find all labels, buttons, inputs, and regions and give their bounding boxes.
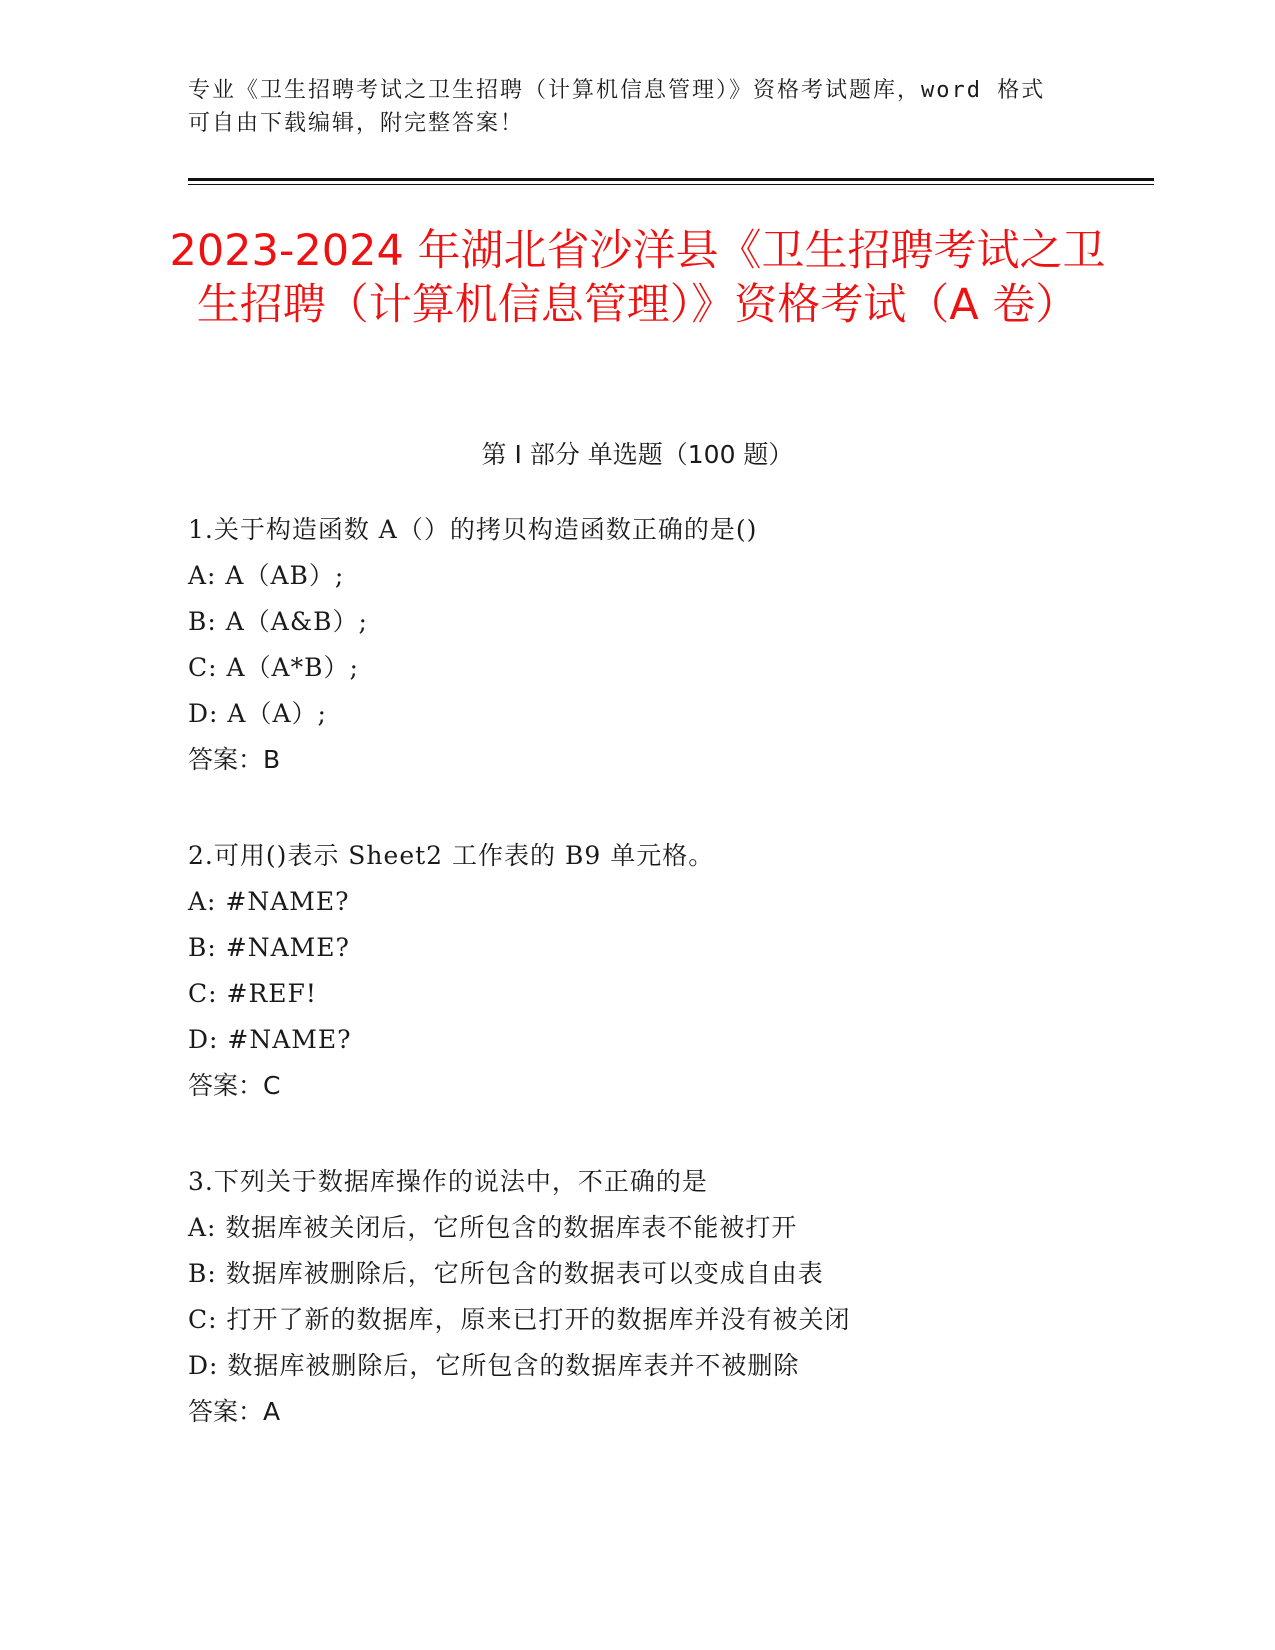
answer: 答案：C: [188, 1071, 281, 1100]
option-c: C: #REF!: [188, 979, 317, 1008]
option-a: A: #NAME?: [188, 887, 350, 916]
option-a: A: 数据库被关闭后，它所包含的数据库表不能被打开: [188, 1213, 798, 1242]
option-a: A: A（AB）;: [188, 561, 345, 590]
option-b: B: #NAME?: [188, 933, 350, 962]
answer: 答案：A: [188, 1397, 281, 1426]
question-stem: 2.可用()表示 Sheet2 工作表的 B9 单元格。: [188, 841, 715, 870]
option-d: D: #NAME?: [188, 1025, 352, 1054]
option-d: D: 数据库被删除后，它所包含的数据库表并不被删除: [188, 1351, 800, 1380]
header-divider-thick: [188, 178, 1154, 181]
option-c: C: 打开了新的数据库，原来已打开的数据库并没有被关闭: [188, 1305, 851, 1334]
question-2: [188, 833, 1168, 1109]
question-stem: 1.关于构造函数 A（）的拷贝构造函数正确的是(): [188, 515, 758, 544]
header-divider-thin: [188, 184, 1154, 185]
option-b: B: A（A&B）;: [188, 607, 368, 636]
document-title: 2023-2024 年湖北省沙洋县《卫生招聘考试之卫生招聘（计算机信息管理）》资格考试（A 卷）: [169, 226, 1106, 330]
section-heading: 第 I 部分 单选题（100 题）: [481, 440, 794, 469]
question-1: [188, 507, 1168, 783]
question-3: [188, 1159, 1168, 1435]
question-stem: 3.下列关于数据库操作的说法中，不正确的是: [188, 1167, 708, 1196]
intro-text: 专业《卫生招聘考试之卫生招聘（计算机信息管理）》资格考试题库，word 格式可自由下载编辑，附完整答案！: [188, 78, 1046, 136]
option-c: C: A（A*B）;: [188, 653, 359, 682]
option-b: B: 数据库被删除后，它所包含的数据表可以变成自由表: [188, 1259, 824, 1288]
option-d: D: A（A）;: [188, 699, 327, 728]
answer: 答案：B: [188, 745, 281, 774]
